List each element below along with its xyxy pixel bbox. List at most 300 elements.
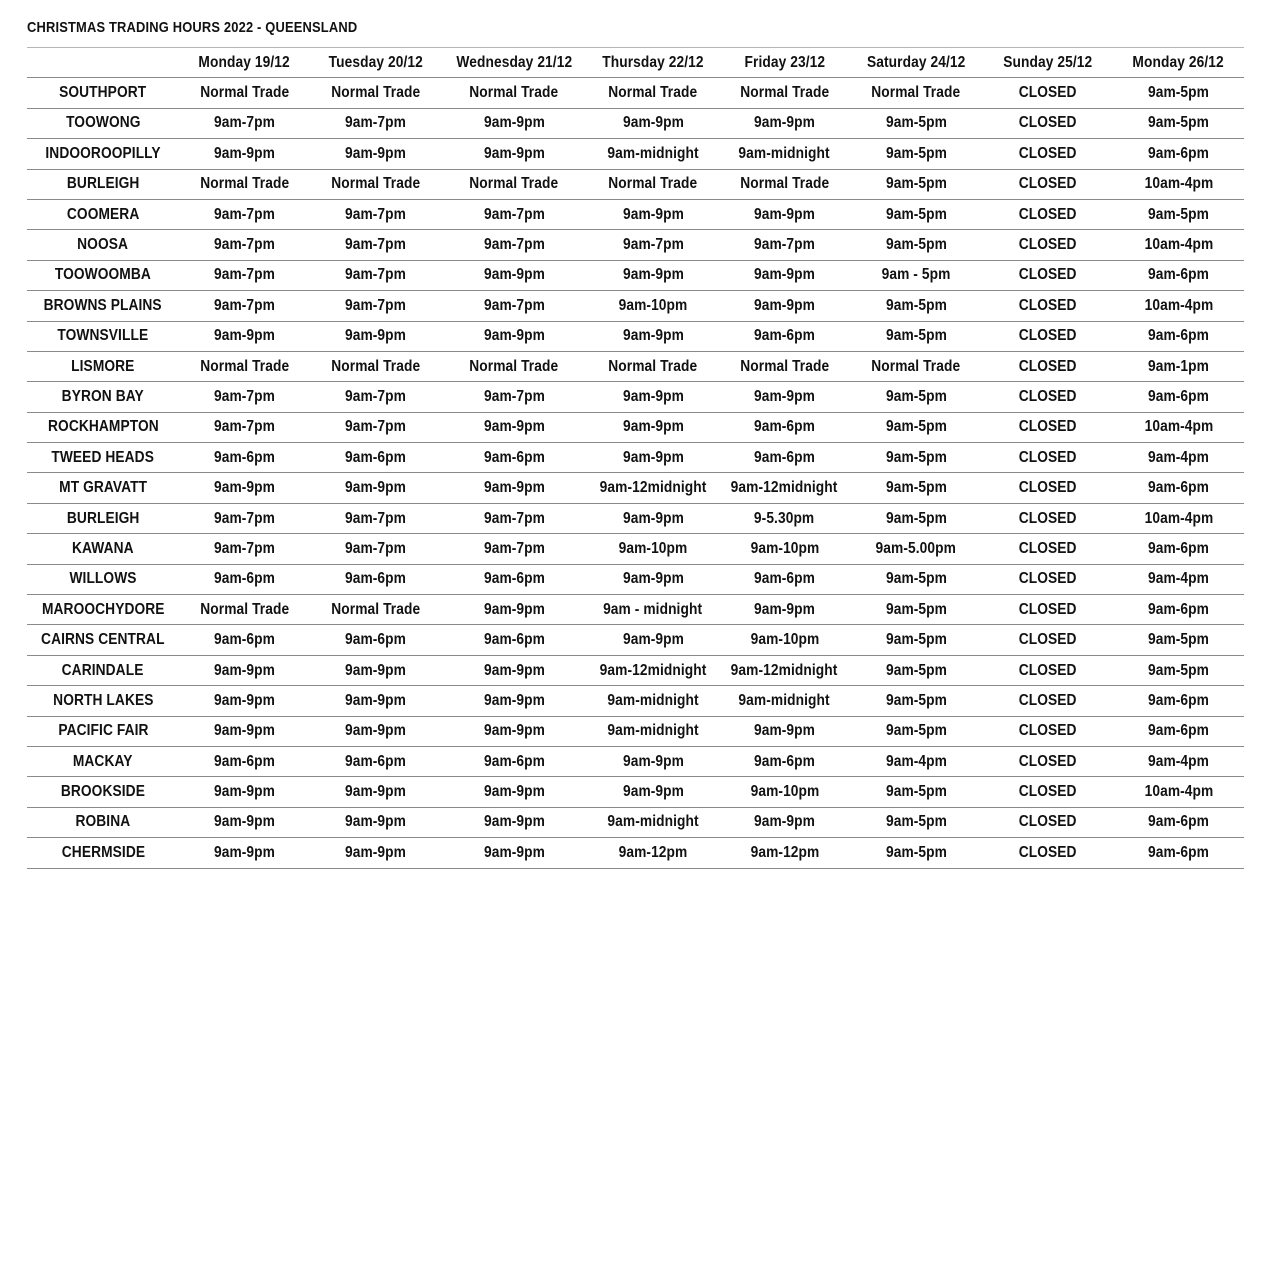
- hours-cell: [441, 108, 587, 138]
- header-day-cell: [441, 48, 587, 78]
- hours-value: 9-5.30pm: [754, 509, 815, 527]
- hours-value: 9am-6pm: [753, 418, 816, 436]
- hours-value: 9am-7pm: [344, 266, 407, 284]
- hours-cell: [719, 595, 850, 625]
- table-row: [27, 777, 1244, 807]
- header-label: Monday 19/12: [198, 53, 291, 71]
- hours-cell: [587, 655, 719, 685]
- hours-cell: [179, 291, 310, 321]
- hours-value: 9am-midnight: [738, 144, 831, 162]
- hours-cell: [179, 78, 310, 108]
- hours-cell: [982, 625, 1113, 655]
- hours-cell: [719, 199, 850, 229]
- store-name-cell: [27, 625, 179, 655]
- hours-value: 9am-5pm: [885, 387, 947, 405]
- store-name: LISMORE: [71, 357, 135, 375]
- hours-value: CLOSED: [1018, 509, 1077, 527]
- header-label: Wednesday 21/12: [456, 53, 572, 71]
- hours-value: 9am-5pm: [885, 479, 947, 497]
- hours-value: 9am-4pm: [885, 752, 947, 770]
- hours-cell: [719, 412, 850, 442]
- hours-value: 9am-6pm: [344, 752, 407, 770]
- hours-cell: [982, 199, 1113, 229]
- hours-value: 9am-5pm: [885, 631, 947, 649]
- table-row: [27, 412, 1244, 442]
- hours-cell: [587, 443, 719, 473]
- hours-cell: [850, 503, 982, 533]
- hours-value: 9am-6pm: [1147, 479, 1210, 497]
- table-header: [27, 48, 1244, 78]
- hours-value: 9am-7pm: [622, 236, 684, 254]
- hours-cell: [441, 291, 587, 321]
- hours-value: 10am-4pm: [1144, 509, 1213, 527]
- hours-value: 9am-9pm: [483, 600, 545, 618]
- hours-cell: [310, 503, 441, 533]
- hours-value: 9am-7pm: [213, 266, 276, 284]
- store-name: BYRON BAY: [61, 387, 145, 405]
- hours-cell: [587, 291, 719, 321]
- hours-value: 9am-10pm: [750, 631, 819, 649]
- hours-value: 9am-5pm: [1147, 661, 1210, 679]
- hours-cell: [441, 78, 587, 108]
- store-name: TOOWOOMBA: [54, 266, 152, 284]
- table-row: [27, 716, 1244, 746]
- hours-value: 9am-9pm: [753, 722, 816, 740]
- hours-cell: [587, 473, 719, 503]
- hours-cell: [441, 139, 587, 169]
- table-row: [27, 655, 1244, 685]
- hours-value: 9am-9pm: [753, 205, 816, 223]
- table-row: [27, 534, 1244, 564]
- hours-value: 9am-9pm: [753, 813, 816, 831]
- hours-cell: [719, 564, 850, 594]
- hours-value: 9am-9pm: [753, 266, 816, 284]
- store-name-cell: [27, 746, 179, 776]
- hours-cell: [587, 199, 719, 229]
- hours-cell: [719, 382, 850, 412]
- hours-cell: [310, 746, 441, 776]
- hours-cell: [179, 807, 310, 837]
- store-name: TWEED HEADS: [51, 448, 155, 466]
- hours-cell: [310, 686, 441, 716]
- store-name-cell: [27, 655, 179, 685]
- hours-value: Normal Trade: [740, 175, 829, 193]
- store-name-cell: [27, 564, 179, 594]
- hours-value: Normal Trade: [871, 357, 961, 375]
- hours-value: 9am-9pm: [483, 418, 545, 436]
- store-name: KAWANA: [72, 539, 134, 557]
- hours-cell: [1113, 534, 1244, 564]
- store-name: CARINDALE: [62, 661, 144, 679]
- hours-value: 9am-midnight: [607, 691, 699, 709]
- hours-value: Normal Trade: [331, 175, 420, 193]
- table-row: [27, 169, 1244, 199]
- hours-cell: [310, 291, 441, 321]
- hours-cell: [1113, 199, 1244, 229]
- hours-cell: [850, 534, 982, 564]
- hours-value: Normal Trade: [740, 357, 829, 375]
- hours-value: 9am-9pm: [483, 114, 545, 132]
- hours-cell: [719, 139, 850, 169]
- hours-value: Normal Trade: [469, 175, 559, 193]
- hours-value: Normal Trade: [200, 175, 289, 193]
- hours-value: CLOSED: [1018, 448, 1077, 466]
- hours-cell: [1113, 108, 1244, 138]
- hours-value: 9am-9pm: [622, 448, 684, 466]
- hours-value: CLOSED: [1018, 691, 1077, 709]
- hours-value: CLOSED: [1018, 327, 1077, 345]
- hours-value: 9am-12midnight: [599, 479, 707, 497]
- hours-cell: [179, 321, 310, 351]
- hours-cell: [310, 321, 441, 351]
- hours-cell: [587, 564, 719, 594]
- hours-cell: [1113, 321, 1244, 351]
- store-name: ROCKHAMPTON: [47, 418, 159, 436]
- hours-cell: [310, 625, 441, 655]
- hours-value: 9am-6pm: [213, 631, 276, 649]
- hours-value: 9am-9pm: [622, 205, 684, 223]
- hours-value: 9am-5pm: [885, 448, 947, 466]
- hours-value: 9am-4pm: [1147, 570, 1210, 588]
- hours-value: 9am-7pm: [344, 296, 407, 314]
- hours-value: 9am-10pm: [750, 539, 819, 557]
- hours-cell: [1113, 443, 1244, 473]
- hours-cell: [719, 716, 850, 746]
- store-name-cell: [27, 777, 179, 807]
- hours-value: CLOSED: [1018, 843, 1077, 861]
- hours-cell: [179, 655, 310, 685]
- hours-value: 9am-9pm: [753, 114, 816, 132]
- hours-cell: [310, 139, 441, 169]
- hours-value: 9am-9pm: [213, 327, 276, 345]
- table-row: [27, 473, 1244, 503]
- hours-cell: [179, 716, 310, 746]
- hours-value: 9am-6pm: [1147, 266, 1210, 284]
- hours-cell: [441, 564, 587, 594]
- hours-value: 9am-9pm: [344, 843, 407, 861]
- hours-value: 9am-9pm: [483, 144, 545, 162]
- hours-value: 9am-5pm: [885, 661, 947, 679]
- hours-value: 9am-9pm: [344, 722, 407, 740]
- header-day-cell: [1113, 48, 1244, 78]
- hours-cell: [850, 199, 982, 229]
- hours-cell: [310, 443, 441, 473]
- header-label: Thursday 22/12: [602, 53, 704, 71]
- hours-cell: [587, 78, 719, 108]
- hours-cell: [179, 625, 310, 655]
- hours-value: CLOSED: [1018, 175, 1077, 193]
- hours-value: CLOSED: [1018, 266, 1077, 284]
- hours-value: 9am-6pm: [1147, 813, 1210, 831]
- hours-cell: [982, 412, 1113, 442]
- hours-value: 9am-9pm: [622, 266, 684, 284]
- hours-cell: [719, 78, 850, 108]
- hours-cell: [179, 351, 310, 381]
- hours-cell: [1113, 686, 1244, 716]
- header-store-cell: [27, 48, 179, 78]
- store-name: TOWNSVILLE: [57, 327, 149, 345]
- table-body: [27, 78, 1244, 868]
- hours-cell: [719, 260, 850, 290]
- hours-cell: [850, 564, 982, 594]
- hours-value: 9am-9pm: [344, 144, 407, 162]
- hours-value: 9am-9pm: [483, 783, 545, 801]
- hours-value: 9am-9pm: [622, 418, 684, 436]
- hours-value: 9am-7pm: [344, 509, 407, 527]
- hours-value: 9am-7pm: [344, 114, 407, 132]
- hours-cell: [719, 443, 850, 473]
- hours-value: CLOSED: [1018, 296, 1077, 314]
- hours-value: 9am-5pm: [885, 327, 947, 345]
- hours-cell: [441, 473, 587, 503]
- store-name-cell: [27, 108, 179, 138]
- hours-cell: [719, 503, 850, 533]
- hours-cell: [587, 625, 719, 655]
- hours-value: 9am-6pm: [1147, 327, 1210, 345]
- table-row: [27, 564, 1244, 594]
- hours-value: 9am-5pm: [885, 600, 947, 618]
- hours-value: 9am-9pm: [622, 114, 684, 132]
- hours-value: 10am-4pm: [1144, 236, 1213, 254]
- hours-cell: [1113, 260, 1244, 290]
- hours-value: CLOSED: [1018, 631, 1077, 649]
- header-label: Monday 26/12: [1132, 53, 1225, 71]
- hours-cell: [441, 595, 587, 625]
- hours-cell: [850, 686, 982, 716]
- hours-value: 9am-7pm: [344, 387, 407, 405]
- hours-value: 9am-9pm: [753, 296, 816, 314]
- hours-cell: [982, 807, 1113, 837]
- hours-cell: [982, 443, 1113, 473]
- hours-cell: [310, 382, 441, 412]
- hours-value: 9am-7pm: [213, 539, 276, 557]
- hours-cell: [441, 686, 587, 716]
- hours-cell: [850, 321, 982, 351]
- hours-cell: [719, 230, 850, 260]
- hours-value: 9am-9pm: [753, 600, 816, 618]
- hours-value: 9am-6pm: [213, 448, 276, 466]
- store-name-cell: [27, 838, 179, 868]
- hours-cell: [441, 321, 587, 351]
- hours-cell: [1113, 169, 1244, 199]
- store-name-cell: [27, 230, 179, 260]
- hours-value: 9am-10pm: [618, 296, 688, 314]
- hours-cell: [719, 746, 850, 776]
- hours-cell: [982, 169, 1113, 199]
- store-name: TOOWONG: [65, 114, 141, 132]
- header-label: Sunday 25/12: [1002, 53, 1092, 71]
- hours-value: 9am-5pm: [1147, 114, 1210, 132]
- hours-value: CLOSED: [1018, 752, 1077, 770]
- hours-cell: [982, 595, 1113, 625]
- hours-value: CLOSED: [1018, 236, 1077, 254]
- hours-value: 9am-9pm: [344, 479, 407, 497]
- hours-value: 9am-6pm: [483, 570, 545, 588]
- hours-cell: [310, 595, 441, 625]
- store-name: BURLEIGH: [66, 509, 140, 527]
- hours-cell: [179, 382, 310, 412]
- table-row: [27, 807, 1244, 837]
- hours-value: 9am - midnight: [603, 600, 703, 618]
- hours-cell: [982, 686, 1113, 716]
- page-title: CHRISTMAS TRADING HOURS 2022 - QUEENSLAND: [27, 19, 358, 36]
- store-name-cell: [27, 686, 179, 716]
- store-name: BROWNS PLAINS: [43, 296, 163, 314]
- hours-value: CLOSED: [1018, 418, 1077, 436]
- hours-value: 9am-10pm: [618, 539, 688, 557]
- hours-value: 9am-5pm: [885, 175, 947, 193]
- hours-cell: [1113, 655, 1244, 685]
- hours-cell: [719, 321, 850, 351]
- hours-value: 9am-5.00pm: [875, 539, 957, 557]
- hours-value: 9am-6pm: [753, 327, 816, 345]
- hours-value: 9am-9pm: [483, 266, 545, 284]
- hours-cell: [310, 108, 441, 138]
- hours-value: 9am-9pm: [483, 843, 545, 861]
- store-name-cell: [27, 595, 179, 625]
- hours-cell: [179, 473, 310, 503]
- hours-value: 9am-7pm: [483, 236, 545, 254]
- hours-cell: [719, 108, 850, 138]
- hours-cell: [441, 716, 587, 746]
- hours-value: CLOSED: [1018, 479, 1077, 497]
- store-name-cell: [27, 473, 179, 503]
- hours-cell: [441, 838, 587, 868]
- hours-value: 9am-5pm: [885, 114, 947, 132]
- hours-cell: [1113, 291, 1244, 321]
- hours-cell: [850, 169, 982, 199]
- hours-value: CLOSED: [1018, 600, 1077, 618]
- hours-cell: [850, 78, 982, 108]
- hours-value: Normal Trade: [740, 84, 829, 102]
- hours-cell: [850, 260, 982, 290]
- hours-cell: [982, 78, 1113, 108]
- hours-cell: [587, 503, 719, 533]
- store-name: CAIRNS CENTRAL: [41, 631, 165, 649]
- hours-value: 9am-5pm: [885, 205, 947, 223]
- hours-cell: [310, 260, 441, 290]
- hours-value: CLOSED: [1018, 84, 1077, 102]
- hours-cell: [179, 746, 310, 776]
- hours-cell: [850, 807, 982, 837]
- hours-cell: [179, 443, 310, 473]
- hours-cell: [719, 291, 850, 321]
- hours-cell: [441, 412, 587, 442]
- hours-value: 9am-9pm: [483, 722, 545, 740]
- table-row: [27, 260, 1244, 290]
- hours-value: 9am-9pm: [213, 783, 276, 801]
- hours-value: Normal Trade: [200, 600, 289, 618]
- hours-cell: [719, 686, 850, 716]
- hours-value: 9am-6pm: [213, 752, 276, 770]
- hours-cell: [587, 321, 719, 351]
- hours-value: 9am-9pm: [344, 327, 407, 345]
- table-row: [27, 230, 1244, 260]
- hours-value: 9am-4pm: [1147, 752, 1210, 770]
- hours-cell: [850, 595, 982, 625]
- hours-cell: [179, 260, 310, 290]
- store-name: MACKAY: [73, 752, 133, 770]
- hours-cell: [719, 473, 850, 503]
- hours-value: Normal Trade: [331, 357, 420, 375]
- hours-value: 9am-5pm: [885, 418, 947, 436]
- hours-value: 9am-6pm: [344, 448, 407, 466]
- hours-value: 9am-6pm: [753, 752, 816, 770]
- hours-value: 9am-7pm: [213, 509, 276, 527]
- hours-value: 9am-5pm: [885, 783, 947, 801]
- hours-value: 9am-6pm: [1147, 722, 1210, 740]
- hours-cell: [850, 230, 982, 260]
- hours-cell: [850, 716, 982, 746]
- hours-value: 9am-6pm: [344, 570, 407, 588]
- hours-value: 9am-midnight: [607, 813, 699, 831]
- table-row: [27, 746, 1244, 776]
- hours-value: 9am-7pm: [213, 236, 276, 254]
- hours-value: 9am-7pm: [483, 539, 545, 557]
- hours-value: 10am-4pm: [1144, 418, 1213, 436]
- store-name-cell: [27, 443, 179, 473]
- table-row: [27, 78, 1244, 108]
- hours-cell: [179, 139, 310, 169]
- hours-cell: [310, 473, 441, 503]
- hours-value: 9am-7pm: [213, 387, 276, 405]
- hours-cell: [310, 655, 441, 685]
- hours-cell: [310, 230, 441, 260]
- hours-cell: [1113, 382, 1244, 412]
- hours-cell: [587, 595, 719, 625]
- hours-cell: [441, 777, 587, 807]
- hours-value: 9am-midnight: [738, 691, 831, 709]
- hours-value: CLOSED: [1018, 144, 1077, 162]
- hours-value: 9am-9pm: [622, 570, 684, 588]
- hours-cell: [310, 412, 441, 442]
- hours-value: 9am-7pm: [483, 296, 545, 314]
- hours-cell: [1113, 595, 1244, 625]
- hours-cell: [179, 686, 310, 716]
- hours-value: 9am-6pm: [753, 570, 816, 588]
- hours-cell: [587, 169, 719, 199]
- hours-value: 10am-4pm: [1144, 783, 1213, 801]
- hours-value: 9am-6pm: [1147, 691, 1210, 709]
- trading-hours-table: [27, 47, 1244, 869]
- store-name-cell: [27, 351, 179, 381]
- store-name-cell: [27, 291, 179, 321]
- hours-cell: [982, 777, 1113, 807]
- hours-value: 9am-12midnight: [731, 479, 838, 497]
- hours-cell: [850, 838, 982, 868]
- hours-value: 9am-9pm: [344, 813, 407, 831]
- hours-value: 9am-12pm: [618, 843, 688, 861]
- hours-cell: [310, 78, 441, 108]
- header-day-cell: [179, 48, 310, 78]
- hours-value: Normal Trade: [608, 175, 698, 193]
- store-name-cell: [27, 321, 179, 351]
- hours-cell: [310, 534, 441, 564]
- hours-cell: [982, 534, 1113, 564]
- hours-value: 9am-9pm: [483, 479, 545, 497]
- hours-cell: [719, 655, 850, 685]
- hours-cell: [441, 534, 587, 564]
- hours-cell: [587, 746, 719, 776]
- hours-value: 9am-9pm: [622, 509, 684, 527]
- hours-value: Normal Trade: [469, 357, 559, 375]
- table-row: [27, 595, 1244, 625]
- store-name-cell: [27, 169, 179, 199]
- hours-cell: [1113, 473, 1244, 503]
- hours-value: 9am-9pm: [213, 144, 276, 162]
- hours-value: 9am-5pm: [1147, 205, 1210, 223]
- hours-value: 9am-6pm: [483, 631, 545, 649]
